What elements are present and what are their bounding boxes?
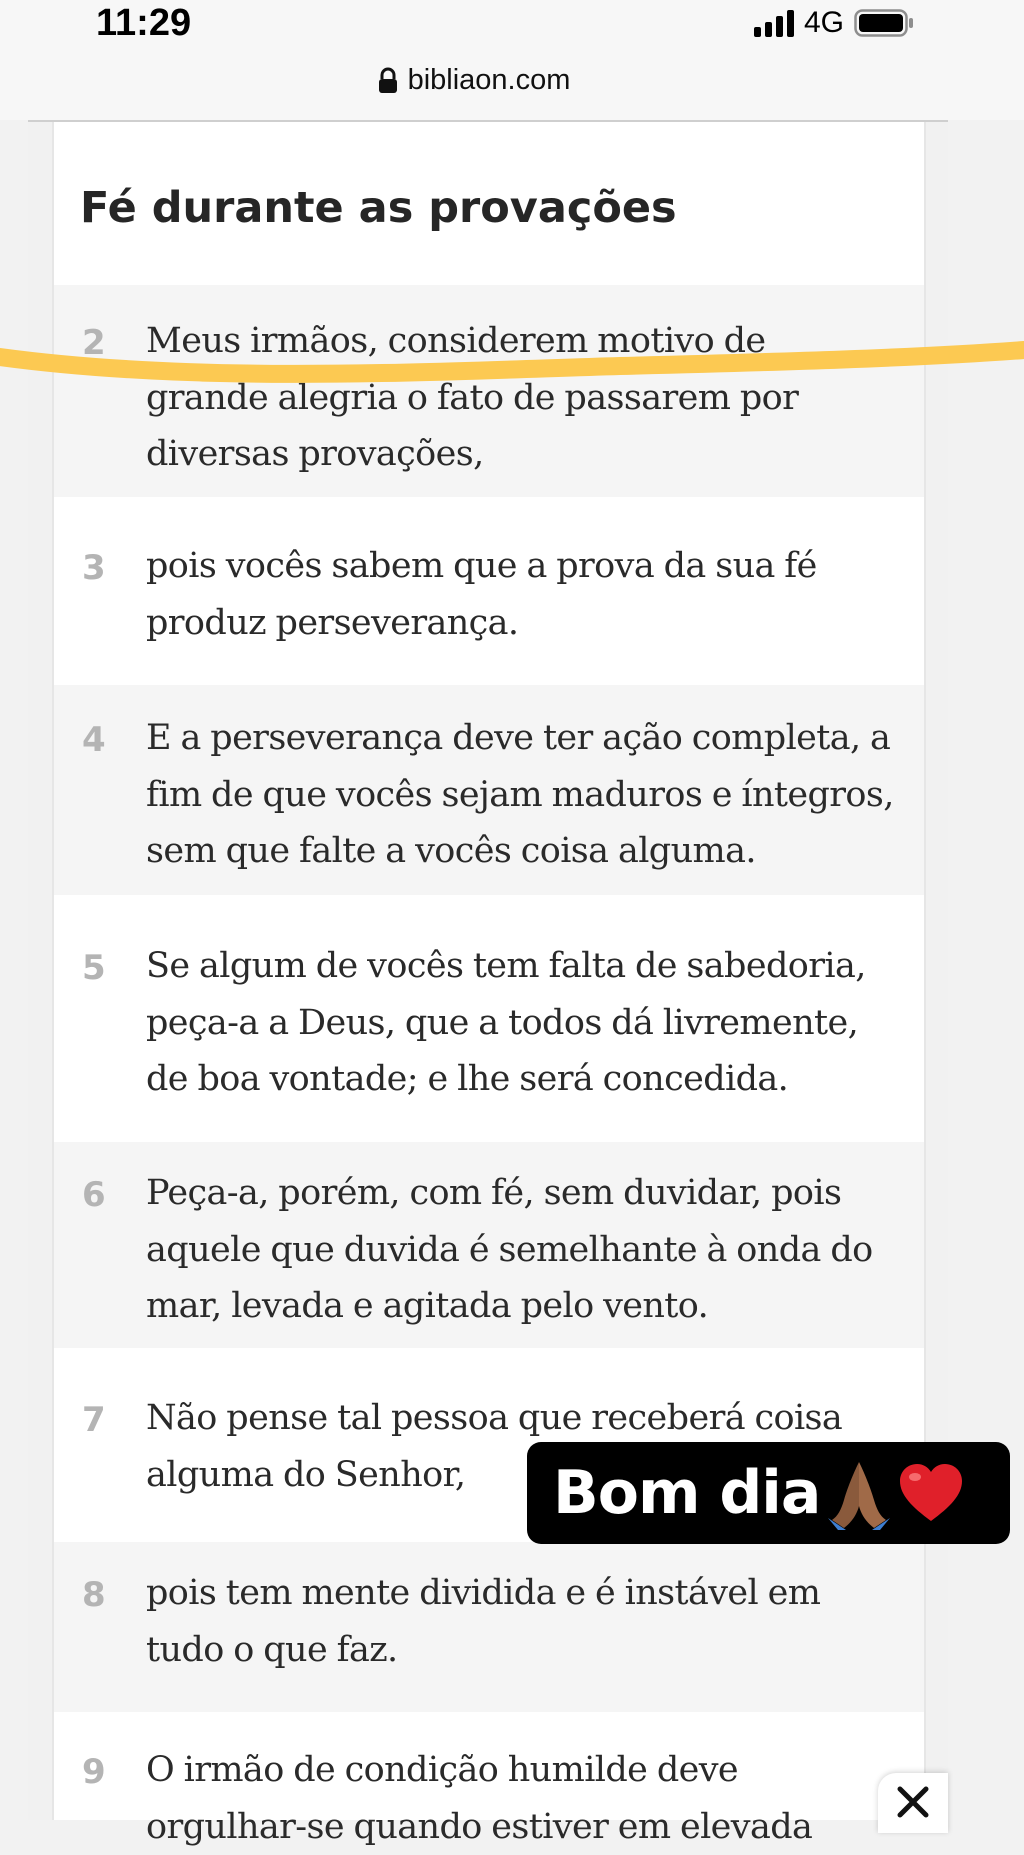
verse-number: 4 (82, 720, 106, 760)
red-heart-icon (898, 1463, 964, 1523)
verse-row[interactable] (54, 1542, 924, 1712)
verse-text: E a perseverança deve ter ação completa, a fim de que vocês sejam maduros e íntegros, sem que falte a vocês coisa alguma. (146, 718, 894, 871)
verse-number: 7 (82, 1400, 106, 1440)
signal-bars-icon (754, 9, 794, 37)
verse-row[interactable] (54, 1142, 924, 1348)
section-title: Fé durante as provações (80, 183, 677, 233)
verse-number: 6 (82, 1175, 106, 1215)
verse-number: 8 (82, 1575, 106, 1615)
verse-text: pois tem mente dividida e é instável em tudo o que faz. (146, 1573, 821, 1670)
verse-number: 9 (82, 1752, 106, 1792)
verse-row[interactable] (54, 497, 924, 669)
verse-row[interactable] (54, 895, 924, 1122)
verse-text: Meus irmãos, considerem motivo de grande alegria o fato de passarem por diversas provações, (146, 321, 799, 474)
greeting-sticker (527, 1442, 1010, 1544)
article-content (52, 122, 926, 1847)
verse-row[interactable] (54, 685, 924, 895)
status-time: 11:29 (96, 2, 192, 44)
verse-number: 2 (82, 323, 106, 363)
close-icon (894, 1783, 934, 1823)
status-bar (0, 0, 1024, 50)
url-display[interactable] (0, 64, 948, 97)
verse-row[interactable] (54, 1712, 924, 1847)
verse-text: Se algum de vocês tem falta de sabedoria, peça-a a Deus, que a todos dá livremente, de boa vontade; e lhe será concedida. (146, 946, 866, 1099)
close-button[interactable] (878, 1773, 948, 1833)
url-text: bibliaon.com (407, 64, 571, 96)
verse-text: pois vocês sabem que a prova da sua fé produz perseverança. (146, 546, 817, 643)
verse-text: Não pense tal pessoa que receberá coisa alguma do Senhor, (146, 1398, 843, 1495)
verse-text: Peça-a, porém, com fé, sem duvidar, pois aquele que duvida é semelhante à onda do mar, levada e agitada pelo vento. (146, 1173, 873, 1326)
verse-row[interactable] (54, 285, 924, 497)
status-indicators (754, 6, 914, 40)
verse-number: 3 (82, 548, 106, 588)
verse-text: O irmão de condição humilde deve orgulhar-se quando estiver em elevada (146, 1750, 813, 1847)
lock-icon (378, 68, 398, 94)
sticker-text: Bom dia (553, 1458, 821, 1528)
praying-hands-icon (824, 1456, 894, 1530)
verse-number: 5 (82, 948, 106, 988)
address-bar[interactable] (0, 50, 1024, 120)
network-type: 4G (803, 6, 844, 39)
battery-icon (854, 9, 914, 37)
